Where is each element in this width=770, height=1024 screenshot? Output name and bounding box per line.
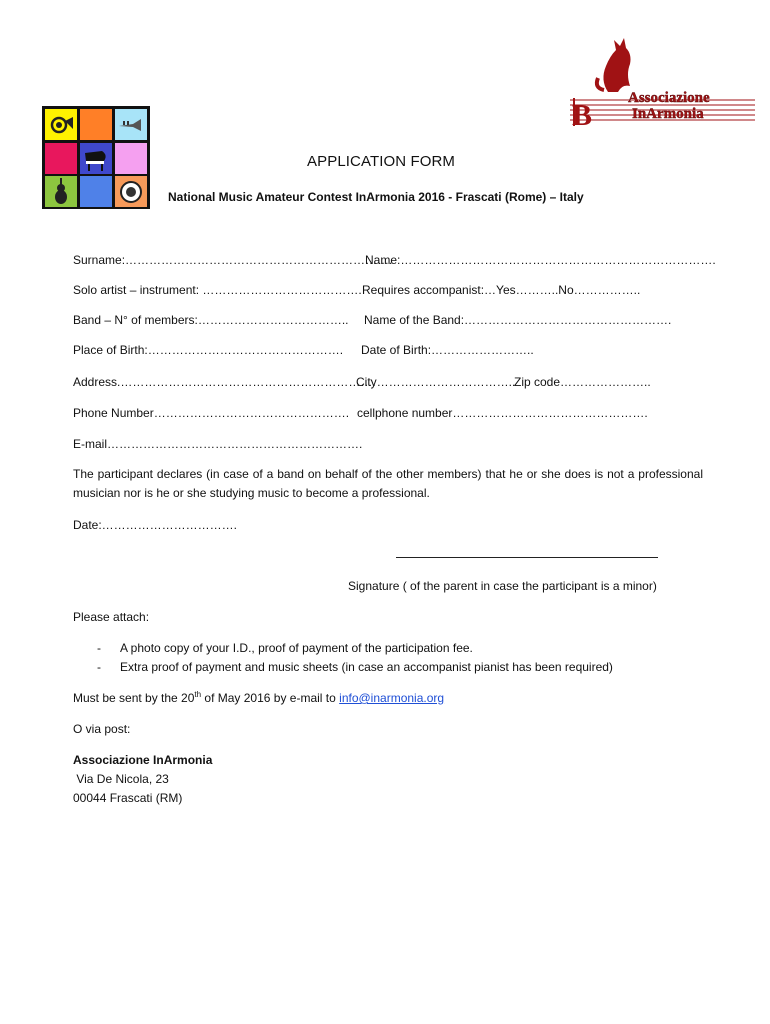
cellphone-field[interactable]: cellphone number…………………………………………. — [357, 406, 648, 420]
band-name-field[interactable]: Name of the Band:……………………………………………. — [364, 313, 672, 327]
solo-artist-field[interactable]: Solo artist – instrument: …………………………………. — [73, 283, 362, 297]
grand-piano-icon — [80, 143, 112, 174]
signature-line[interactable] — [396, 557, 658, 558]
name-field[interactable]: Name:……………………………………………………………………. — [365, 253, 716, 267]
org-name: Associazione InArmonia — [73, 753, 213, 767]
attach-list — [73, 639, 613, 677]
send-instructions: Must be sent by the 20th of May 2016 by e-mail to info@inarmonia.org — [73, 690, 445, 705]
svg-text:Associazione: Associazione — [628, 90, 710, 106]
signature-caption: Signature ( of the parent in case the participant is a minor) — [348, 579, 657, 593]
org-city: 00044 Frascati (RM) — [73, 791, 183, 805]
email-link[interactable]: info@inarmonia.org — [339, 691, 445, 705]
cat-on-staff-icon — [560, 30, 760, 130]
zip-code-field[interactable]: Zip code………………….. — [514, 375, 651, 389]
grid-cell-blue — [80, 143, 112, 174]
svg-text:B: B — [572, 99, 593, 130]
drum-icon — [115, 176, 147, 207]
page-subtitle: National Music Amateur Contest InArmonia 2016 - Frascati (Rome) – Italy — [168, 190, 584, 204]
grid-cell-green — [45, 176, 77, 207]
via-post-label: O via post: — [73, 722, 131, 736]
grid-cell-yellow — [45, 109, 77, 140]
grid-cell-orange — [80, 109, 112, 140]
address-field[interactable]: Address.………………………………………………………. — [73, 375, 376, 389]
city-field[interactable]: City…………………………….. — [356, 375, 516, 389]
requires-accompanist-field[interactable]: Requires accompanist:…Yes………..No…………….. — [362, 283, 641, 297]
date-field[interactable]: Date:……………………………. — [73, 518, 238, 532]
grid-cell-red — [45, 143, 77, 174]
declaration-paragraph: The participant declares (in case of a band on behalf of the other members) that he or she does is not a professional musician nor is he or she studying music to become a professional. — [73, 467, 703, 500]
band-members-field[interactable]: Band – N° of members:……………………………….. — [73, 313, 349, 327]
phone-field[interactable]: Phone Number…………………………………………. — [73, 406, 350, 420]
grid-cell-pink — [115, 143, 147, 174]
associazione-inarmonia-logo — [560, 30, 760, 130]
org-street: Via De Nicola, 23 — [73, 772, 169, 786]
svg-text:InArmonia: InArmonia — [632, 106, 704, 122]
trumpet-icon — [115, 109, 147, 140]
list-item: - A photo copy of your I.D., proof of payment of the participation fee. — [97, 641, 473, 655]
place-of-birth-field[interactable]: Place of Birth:…………………………………………. — [73, 343, 344, 357]
double-bass-icon — [45, 176, 77, 207]
instruments-grid-logo — [42, 106, 150, 209]
surname-field[interactable]: Surname:…………………………………………………………. — [73, 253, 393, 267]
attach-heading: Please attach: — [73, 610, 150, 624]
french-horn-icon — [45, 109, 77, 140]
list-item: - Extra proof of payment and music sheets (in case an accompanist pianist has been required) — [97, 660, 613, 674]
email-field[interactable]: E-mail………………………………………………………. — [73, 437, 363, 451]
grid-cell-lightblue — [115, 109, 147, 140]
grid-cell-mediumblue — [80, 176, 112, 207]
date-of-birth-field[interactable]: Date of Birth:…………………….. — [361, 343, 534, 357]
page-title: APPLICATION FORM — [307, 153, 456, 170]
grid-cell-peach — [115, 176, 147, 207]
